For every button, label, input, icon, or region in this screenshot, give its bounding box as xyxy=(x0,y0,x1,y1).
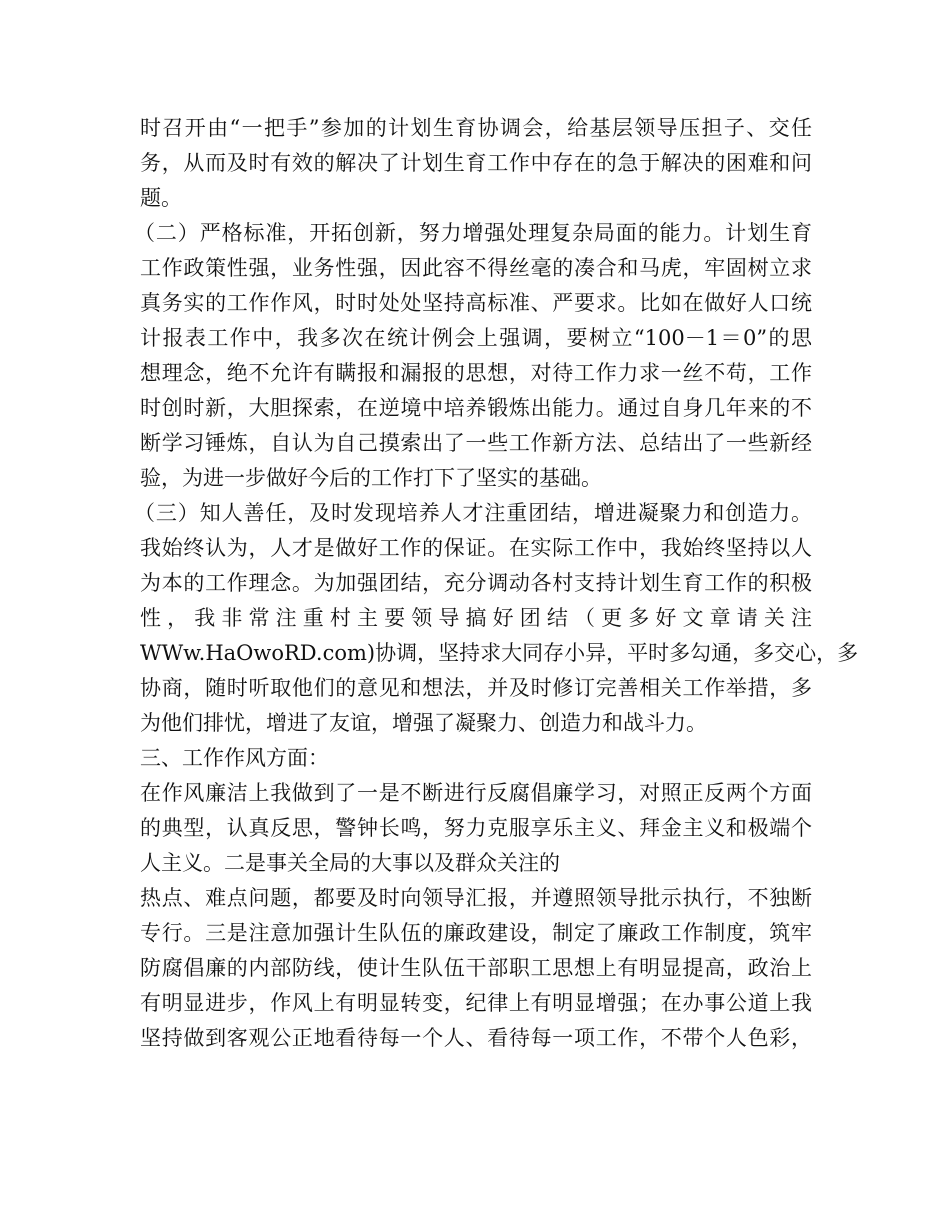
text-line: （三）知人善任，及时发现培养人才注重团结，增进凝聚力和创造力。 xyxy=(134,501,812,525)
text-line: 协商，随时听取他们的意见和想法，并及时修订完善相关工作举措，多 xyxy=(140,676,812,700)
text-line: 人主义。二是事关全局的大事以及群众关注的 xyxy=(140,851,560,875)
text-line: 坚持做到客观公正地看待每一个人、看待每一项工作，不带个人色彩， xyxy=(140,1026,812,1050)
text-line: 工作政策性强，业务性强，因此容不得丝毫的凑合和马虎，牢固树立求 xyxy=(140,256,812,280)
text-line: 在作风廉洁上我做到了一是不断进行反腐倡廉学习，对照正反两个方面 xyxy=(140,781,812,805)
text-line: 断学习锤炼，自认为自己摸索出了一些工作新方法、总结出了一些新经 xyxy=(140,431,812,455)
text-line: 真务实的工作作风，时时处处坚持高标准、严要求。比如在做好人口统 xyxy=(140,291,812,315)
text-line: 热点、难点问题，都要及时向领导汇报，并遵照领导批示执行，不独断 xyxy=(140,886,812,910)
text-line: 想理念，绝不允许有瞒报和漏报的思想，对待工作力求一丝不苟，工作 xyxy=(140,361,812,385)
text-line: 验，为进一步做好今后的工作打下了坚实的基础。 xyxy=(140,466,602,490)
text-line: 有明显进步，作风上有明显转变，纪律上有明显增强；在办事公道上我 xyxy=(140,991,812,1015)
text-line: 三、工作作风方面： xyxy=(140,746,329,770)
text-line: 为本的工作理念。为加强团结，充分调动各村支持计划生育工作的积极 xyxy=(140,571,812,595)
text-line: 时创时新，大胆探索，在逆境中培养锻炼出能力。通过自身几年来的不 xyxy=(140,396,812,420)
text-line: 专行。三是注意加强计生队伍的廉政建设，制定了廉政工作制度，筑牢 xyxy=(140,921,812,945)
document-body xyxy=(134,111,859,1056)
text-line: 我始终认为，人才是做好工作的保证。在实际工作中，我始终坚持以人 xyxy=(140,536,812,560)
text-line: 防腐倡廉的内部防线，使计生队伍干部职工思想上有明显提高，政治上 xyxy=(140,956,812,980)
text-line: 性，我非常注重村主要领导搞好团结（更多好文章请关注 xyxy=(140,606,812,630)
text-line: （二）严格标准，开拓创新，努力增强处理复杂局面的能力。计划生育 xyxy=(134,221,812,245)
text-line: 为他们排忧，增进了友谊，增强了凝聚力、创造力和战斗力。 xyxy=(140,711,707,735)
text-line: 务，从而及时有效的解决了计划生育工作中存在的急于解决的困难和问 xyxy=(140,151,812,175)
text-line: 的典型，认真反思，警钟长鸣，努力克服享乐主义、拜金主义和极端个 xyxy=(140,816,812,840)
text-line: WWw.HaOwoRD.com)协调，坚持求大同存小异，平时多勾通，多交心，多 xyxy=(140,641,859,665)
text-line: 题。 xyxy=(140,186,182,210)
text-line: 计报表工作中，我多次在统计例会上强调，要树立“100－1＝0”的思 xyxy=(140,326,812,350)
text-line: 时召开由“一把手”参加的计划生育协调会，给基层领导压担子、交任 xyxy=(140,116,812,140)
